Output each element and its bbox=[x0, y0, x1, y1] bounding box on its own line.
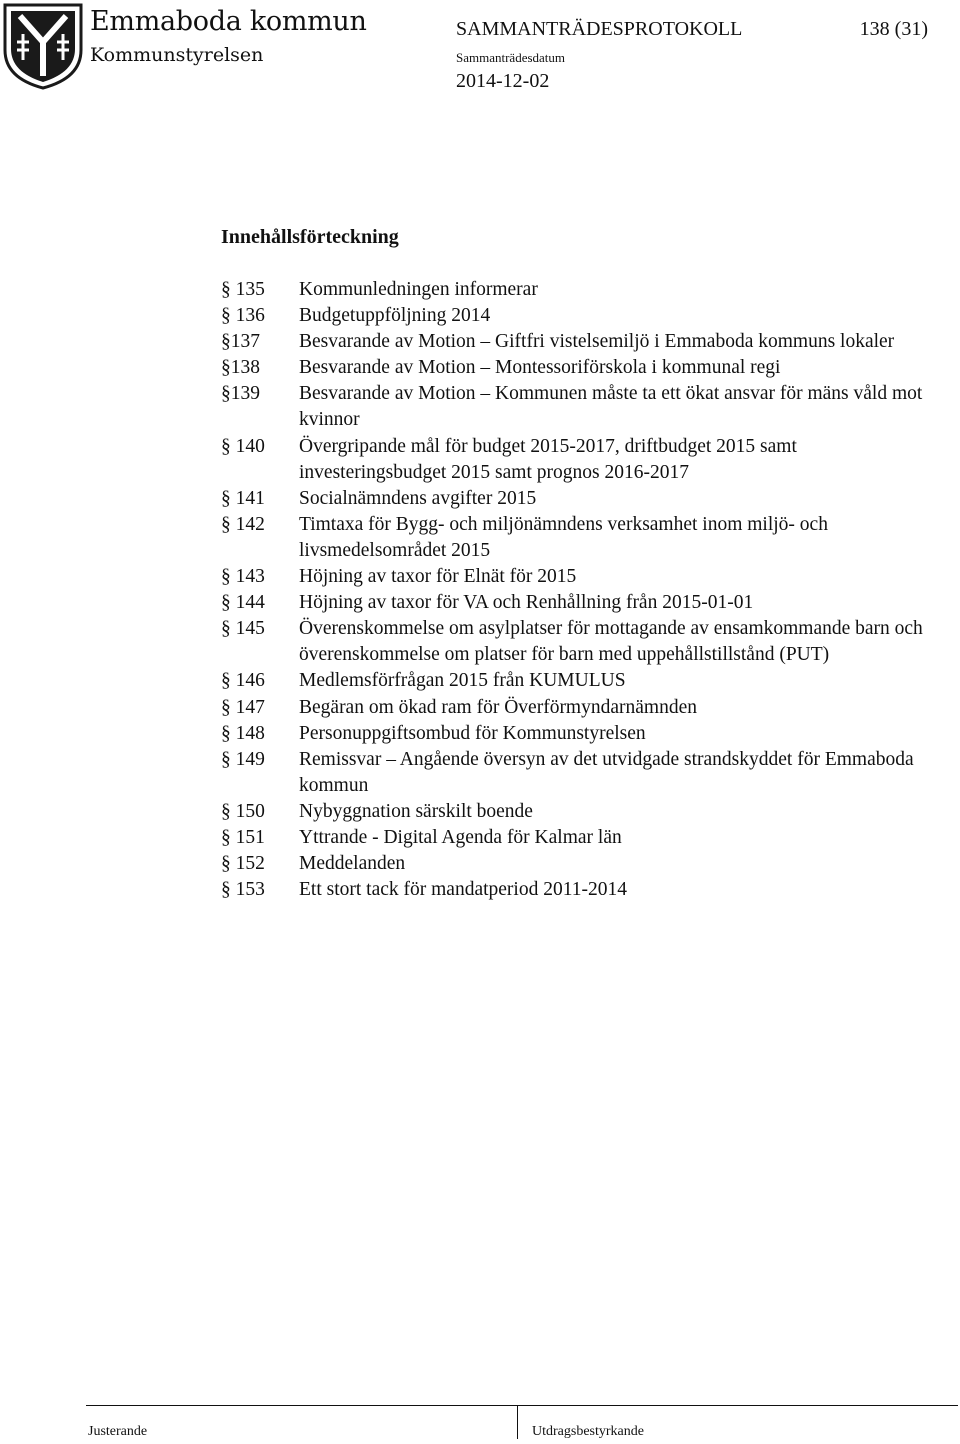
paragraph-number: § 141 bbox=[221, 487, 265, 509]
paragraph-title: Nybyggnation särskilt boende bbox=[299, 800, 533, 822]
organization-unit: Kommunstyrelsen bbox=[90, 44, 264, 66]
toc-item bbox=[221, 590, 941, 616]
paragraph-number: § 144 bbox=[221, 592, 265, 614]
toc-item bbox=[221, 695, 941, 721]
toc-list bbox=[221, 277, 941, 903]
footer-divider bbox=[86, 1405, 958, 1406]
paragraph-title: Timtaxa för Bygg- och miljönämndens verksamhet inom miljö- och livsmedelsområdet 2015 bbox=[299, 513, 828, 561]
paragraph-title: Övergripande mål för budget 2015-2017, driftbudget 2015 samt investeringsbudget 2015 samt prognos 2016-2017 bbox=[299, 435, 797, 483]
signature-field-utdragsbestyrkande: Utdragsbestyrkande bbox=[532, 1424, 644, 1439]
toc-item bbox=[221, 721, 941, 747]
toc-item bbox=[221, 851, 941, 877]
toc-item bbox=[221, 616, 941, 668]
paragraph-number: § 140 bbox=[221, 435, 265, 457]
paragraph-number: § 147 bbox=[221, 696, 265, 718]
paragraph-title: Höjning av taxor för Elnät för 2015 bbox=[299, 566, 577, 588]
meeting-date-label: Sammanträdesdatum bbox=[456, 50, 566, 65]
paragraph-title: Kommunledningen informerar bbox=[299, 279, 538, 300]
toc-item bbox=[221, 799, 941, 825]
toc-item bbox=[221, 512, 941, 564]
paragraph-title: Meddelanden bbox=[299, 853, 406, 875]
toc-item bbox=[221, 277, 941, 303]
paragraph-title: Begäran om ökad ram för Överförmyndarnämnden bbox=[299, 696, 697, 718]
organization-name: Emmaboda kommun bbox=[90, 6, 367, 37]
paragraph-number: § 142 bbox=[221, 513, 265, 535]
paragraph-title: Besvarande av Motion – Montessoriförskola i kommunal regi bbox=[299, 357, 781, 379]
toc-item bbox=[221, 486, 941, 512]
signature-separator bbox=[517, 1405, 518, 1439]
paragraph-title: Remissvar – Angående översyn av det utvidgade strandskyddet för Emmaboda kommun bbox=[299, 748, 914, 796]
paragraph-number: § 148 bbox=[221, 722, 265, 744]
toc-item bbox=[221, 668, 941, 694]
toc-item bbox=[221, 303, 941, 329]
paragraph-number: §139 bbox=[221, 383, 260, 405]
paragraph-number: § 151 bbox=[221, 826, 265, 848]
toc-item bbox=[221, 381, 941, 433]
paragraph-number: § 143 bbox=[221, 566, 265, 588]
toc-item bbox=[221, 825, 941, 851]
paragraph-title: Personuppgiftsombud för Kommunstyrelsen bbox=[299, 722, 646, 744]
toc-item bbox=[221, 747, 941, 799]
paragraph-title: Yttrande - Digital Agenda för Kalmar län bbox=[299, 826, 622, 848]
paragraph-number: § 136 bbox=[221, 305, 265, 327]
paragraph-number: § 150 bbox=[221, 800, 265, 822]
paragraph-title: Medlemsförfrågan 2015 från KUMULUS bbox=[299, 670, 626, 692]
toc-item bbox=[221, 564, 941, 590]
paragraph-title: Höjning av taxor för VA och Renhållning från 2015-01-01 bbox=[299, 592, 754, 614]
toc-item bbox=[221, 434, 941, 486]
paragraph-number: § 149 bbox=[221, 748, 265, 770]
paragraph-title: Socialnämndens avgifter 2015 bbox=[299, 487, 537, 509]
paragraph-number: §138 bbox=[221, 357, 260, 379]
paragraph-title: Ett stort tack för mandatperiod 2011-2014 bbox=[299, 879, 627, 901]
signature-field-justerande: Justerande bbox=[88, 1424, 148, 1439]
paragraph-title: Budgetuppföljning 2014 bbox=[299, 305, 491, 327]
paragraph-number: § 145 bbox=[221, 618, 265, 640]
paragraph-title: Besvarande av Motion – Kommunen måste ta ett ökat ansvar för mäns våld mot kvinnor bbox=[299, 383, 923, 431]
toc-item bbox=[221, 877, 941, 903]
paragraph-title: Besvarande av Motion – Giftfri vistelsemiljö i Emmaboda kommuns lokaler bbox=[299, 331, 895, 353]
paragraph-number: § 146 bbox=[221, 670, 265, 692]
document-type: SAMMANTRÄDESPROTOKOLL bbox=[456, 18, 743, 40]
paragraph-number: § 135 bbox=[221, 279, 265, 300]
meeting-date: 2014-12-02 bbox=[456, 70, 550, 92]
toc-heading: Innehållsförteckning bbox=[221, 226, 399, 248]
paragraph-title: Överenskommelse om asylplatser för mottagande av ensamkommande barn och överenskommelse om platser för barn med uppehållstillstånd (PUT) bbox=[299, 618, 923, 666]
toc-item bbox=[221, 329, 941, 355]
paragraph-number: § 152 bbox=[221, 853, 265, 875]
paragraph-number: §137 bbox=[221, 331, 260, 353]
page-number: 138 (31) bbox=[859, 18, 928, 40]
coat-of-arms-icon bbox=[2, 2, 84, 90]
toc-item bbox=[221, 355, 941, 381]
paragraph-number: § 153 bbox=[221, 879, 265, 901]
